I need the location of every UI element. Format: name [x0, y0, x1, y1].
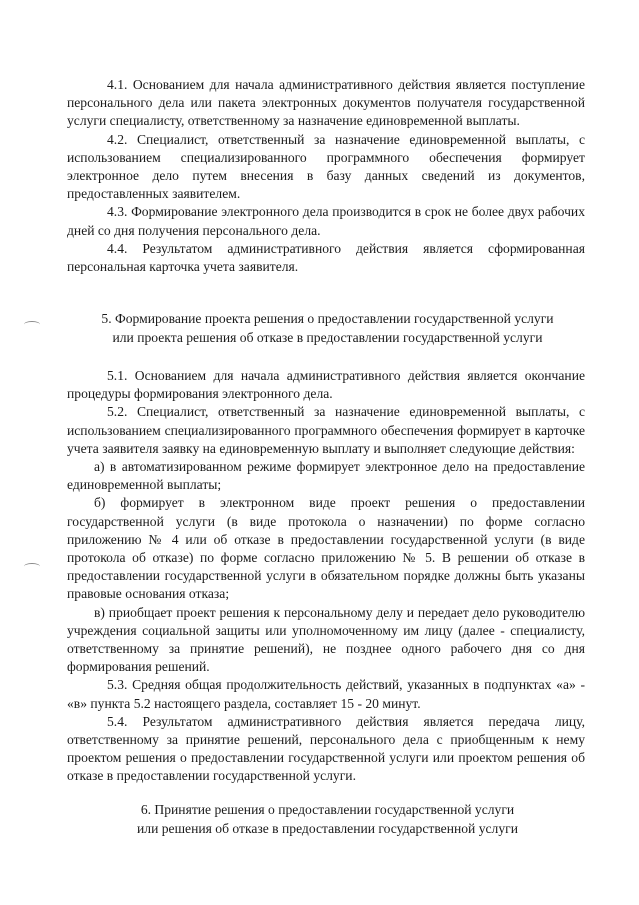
paragraph-4-1: 4.1. Основанием для начала административного действия является поступление персонального дела или пакета электронных документов получателя государственной услуги специалисту, ответственному за назначение единовременной выплаты. [67, 77, 585, 129]
list-item-b: б) формирует в электронном виде проект решения о предоставлении государственной услуги (в виде протокола о назначении) по форме согласно приложению № 4 или об отказе в предоставлении государственной услуги (в виде протокола об отказе) по форме согласно приложению № 5. В решении об отказе в предоставлении государственной услуги в обязательном порядке должны быть указаны правовые основания отказа; [67, 495, 585, 602]
paragraph-4-2: 4.2. Специалист, ответственный за назначение единовременной выплаты, с использованием специализированного программного обеспечения формирует электронное дело путем внесения в базу данных сведений из документов, предоставленных заявителем. [67, 131, 585, 202]
paragraph-5-1: 5.1. Основанием для начала административного действия является окончание процедуры формирования электронного дела. [67, 368, 585, 402]
section-5-heading-line-1: 5. Формирование проекта решения о предоставлении государственной услуги [101, 311, 554, 326]
section-6-heading [55, 801, 600, 838]
section-5-heading [55, 310, 600, 347]
section-5-text [67, 367, 585, 786]
section-6-heading-line-1: 6. Принятие решения о предоставлении государственной услуги [140, 802, 515, 817]
section-5-heading-line-2: или проекта решения об отказе в предоставлении государственной услуги [112, 329, 543, 345]
paragraph-5-3: 5.3. Средняя общая продолжительность действий, указанных в подпунктах «а» - «в» пункта 5.2 настоящего раздела, составляет 15 - 20 минут. [67, 677, 585, 711]
section-6-heading-line-2: или решения об отказе в предоставлении государственной услуги [137, 820, 518, 836]
scan-margin-mark [24, 563, 40, 570]
list-item-a: а) в автоматизированном режиме формирует электронное дело на предоставление единовременной выплаты; [67, 459, 585, 493]
scan-margin-mark [24, 321, 40, 328]
paragraph-4-3: 4.3. Формирование электронного дела производится в срок не более двух рабочих дней со дня получения персонального дела. [67, 204, 585, 238]
list-item-v: в) приобщает проект решения к персональному делу и передает дело руководителю учреждения социальной защиты или уполномоченному им лицу (далее - специалисту, ответственному за принятие решений), не позднее одного рабочего дня со дня формирования решений. [67, 604, 585, 675]
paragraph-4-4: 4.4. Результатом административного действия является сформированная персональная карточка учета заявителя. [67, 240, 585, 275]
paragraph-5-2: 5.2. Специалист, ответственный за назначение единовременной выплаты, с использованием специализированного программного обеспечения формирует в карточке учета заявителя заявку на единовременную выплату и выполняет следующие действия: [67, 404, 585, 456]
section-4-text [67, 76, 585, 276]
paragraph-5-4: 5.4. Результатом административного действия является передача лицу, ответственному за принятие решений, персонального дела с приобщенным к нему проектом решения о предоставлении государственной услуги или проектом решения об отказе в предоставлении государственной услуги. [67, 713, 585, 784]
